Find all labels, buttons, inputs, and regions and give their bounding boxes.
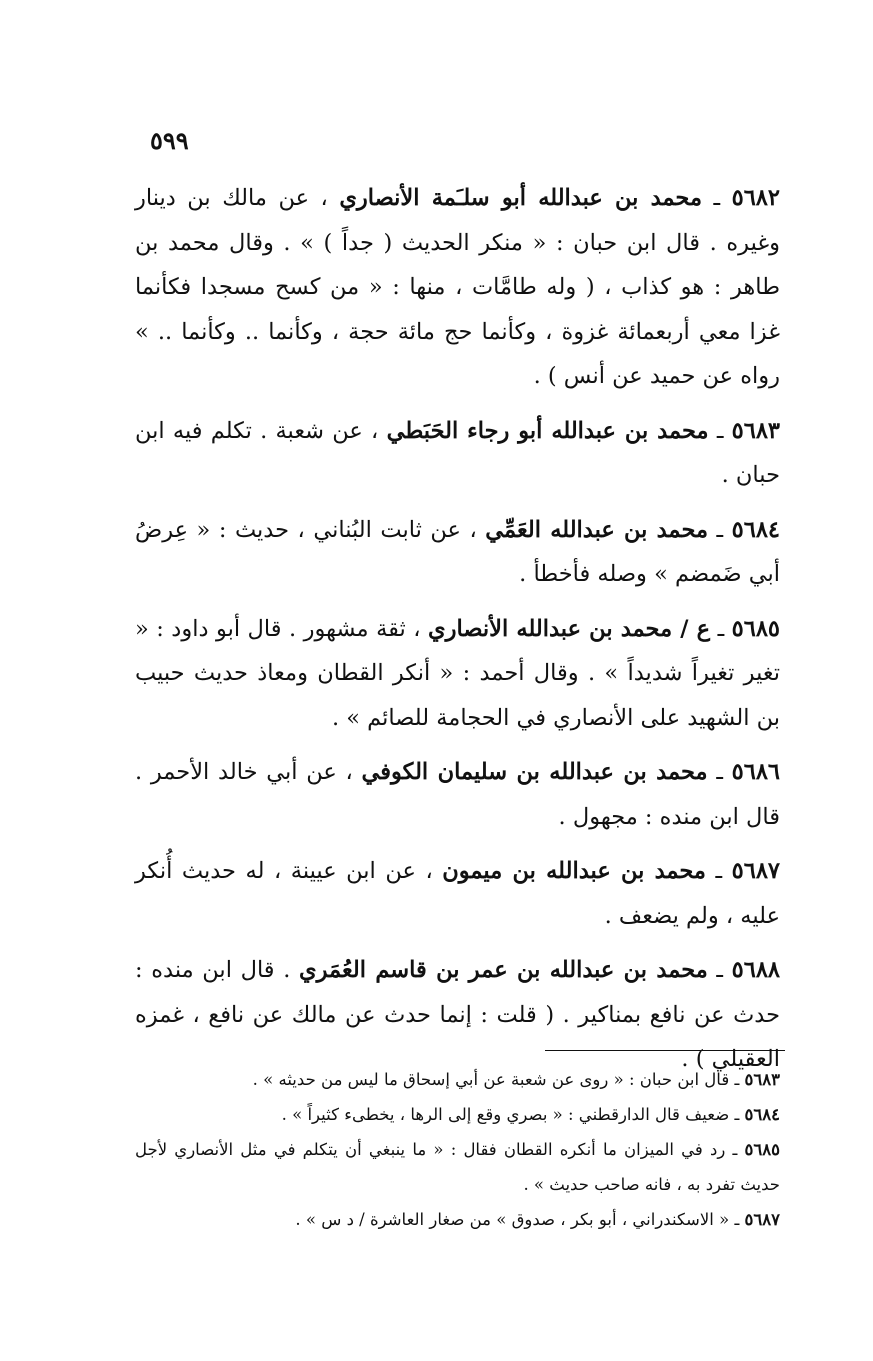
entry-body: ، عن ابن عيينة ، له حديث أُنكر عليه ، ولم يضعف .	[135, 858, 780, 929]
footnote-number: ٥٦٨٤	[744, 1105, 780, 1124]
entry-number: ٥٦٨٨	[731, 957, 781, 983]
footnote-number: ٥٦٨٥	[744, 1140, 780, 1159]
entry-5688: ٥٦٨٨ ـ محمد بن عبدالله بن عمر بن قاسم العُمَري . قال ابن منده : حدث عن نافع بمناكير . ( قلت : إنما حدث عن مالك عن نافع ، غمزه العقيلي ) .	[135, 957, 781, 1072]
entry-5682: ٥٦٨٢ ـ محمد بن عبدالله أبو سلـَمة الأنصاري ، عن مالك بن دينار وغيره . قال ابن حبان : « منكر الحديث ( جداً ) » . وقال محمد بن طاهر : هو كذاب ، ( وله طامَّات ، منها : « من كسح مسجدا فكأنما غزا معي أربعمائة غزوة ، وكأنما حج مائة حجة ، وكأنما .. وكأنما .. » رواه عن حميد عن أنس ) .	[135, 185, 780, 389]
entry-name: محمد بن عبدالله أبو رجاء الحَبَطي	[386, 417, 709, 444]
footnote-divider	[545, 1050, 785, 1051]
entry-5687: ٥٦٨٧ ـ محمد بن عبدالله بن ميمون ، عن ابن عيينة ، له حديث أُنكر عليه ، ولم يضعف .	[135, 858, 780, 929]
entry-5684: ٥٦٨٤ ـ محمد بن عبدالله العَمِّي ، عن ثابت البُناني ، حديث : « عِرضُ أبي ضَمضم » وصله فأخطأ .	[135, 516, 781, 587]
footnote-5684: ٥٦٨٤ ـ ضعيف قال الدارقطني : « بصري وقع إلى الرها ، يخطىء كثيراً » .	[281, 1105, 780, 1124]
entry-body: ، عن شعبة . تكلم فيه ابن حبان .	[135, 417, 780, 488]
footnote-5683: ٥٦٨٣ ـ قال ابن حبان : « روى عن شعبة عن أبي إسحاق ما ليس من حديثه » .	[252, 1070, 780, 1089]
entry-name: محمد بن عبدالله العَمِّي	[485, 516, 709, 543]
entry-name: محمد بن عبدالله بن سليمان الكوفي	[361, 759, 708, 785]
entry-number: ٥٦٨٢	[731, 185, 780, 211]
entry-number: ٥٦٨٧	[731, 858, 780, 884]
entry-body: ، عن مالك بن دينار وغيره . قال ابن حبان : « منكر الحديث ( جداً ) » . وقال محمد بن طاهر : هو كذاب ، ( وله طامَّات ، منها : « من كسح مسجدا فكأنما غزا معي أربعمائة غزوة ، وكأنما حج مائة حجة ، وكأنما .. وكأنما .. » رواه عن حميد عن أنس ) .	[135, 185, 780, 389]
entry-body: ، عن أبي خالد الأحمر . قال ابن منده : مجهول .	[135, 759, 780, 830]
entry-body: . قال ابن منده : حدث عن نافع بمناكير . ( قلت : إنما حدث عن مالك عن نافع ، غمزه العقيلي ) .	[135, 957, 780, 1072]
entry-name: محمد بن عبدالله بن ميمون	[442, 858, 706, 884]
entry-number: ٥٦٨٣	[731, 417, 781, 444]
footnote-number: ٥٦٨٣	[744, 1070, 780, 1089]
main-text	[135, 176, 780, 1092]
page-number: ٥٩٩	[150, 126, 189, 155]
footnotes	[135, 1062, 780, 1237]
entry-5686: ٥٦٨٦ ـ محمد بن عبدالله بن سليمان الكوفي ، عن أبي خالد الأحمر . قال ابن منده : مجهول .	[135, 759, 780, 830]
entry-number: ٥٦٨٤	[731, 516, 781, 543]
entry-name: محمد بن عبدالله بن عمر بن قاسم العُمَري	[299, 957, 708, 983]
footnote-5687: ٥٦٨٧ ـ « الاسكندراني ، أبو بكر ، صدوق » من صغار العاشرة / د س » .	[295, 1210, 780, 1229]
entry-name: محمد بن عبدالله أبو سلـَمة الأنصاري	[339, 185, 703, 211]
footnote-text: رد في الميزان ما أنكره القطان فقال : « ما ينبغي أن يتكلم في مثل الأنصاري لأجل حديث تفرد به ، فانه صاحب حديث » .	[135, 1140, 780, 1194]
entry-name: ع / محمد بن عبدالله الأنصاري	[428, 615, 711, 642]
footnote-number: ٥٦٨٧	[744, 1210, 780, 1229]
footnote-text: قال ابن حبان : « روى عن شعبة عن أبي إسحاق ما ليس من حديثه » .	[252, 1070, 730, 1089]
entry-body: ، ثقة مشهور . قال أبو داود : « تغير تغيراً شديداً » . وقال أحمد : « أنكر القطان ومعاذ حديث حبيب بن الشهيد على الأنصاري في الحجامة للصائم » .	[135, 615, 780, 731]
footnote-text: ضعيف قال الدارقطني : « بصري وقع إلى الرها ، يخطىء كثيراً » .	[281, 1105, 730, 1124]
entry-number: ٥٦٨٥	[731, 615, 780, 642]
entry-5683: ٥٦٨٣ ـ محمد بن عبدالله أبو رجاء الحَبَطي ، عن شعبة . تكلم فيه ابن حبان .	[135, 417, 781, 488]
entry-number: ٥٦٨٦	[731, 759, 780, 785]
entry-5685: ٥٦٨٥ ـ ع / محمد بن عبدالله الأنصاري ، ثقة مشهور . قال أبو داود : « تغير تغيراً شديداً » . وقال أحمد : « أنكر القطان ومعاذ حديث حبيب بن الشهيد على الأنصاري في الحجامة للصائم » .	[135, 615, 780, 731]
footnote-5685: ٥٦٨٥ ـ رد في الميزان ما أنكره القطان فقال : « ما ينبغي أن يتكلم في مثل الأنصاري لأجل حديث تفرد به ، فانه صاحب حديث » .	[135, 1140, 780, 1194]
footnote-text: « الاسكندراني ، أبو بكر ، صدوق » من صغار العاشرة / د س » .	[295, 1210, 730, 1229]
entry-body: ، عن ثابت البُناني ، حديث : « عِرضُ أبي ضَمضم » وصله فأخطأ .	[135, 516, 780, 587]
